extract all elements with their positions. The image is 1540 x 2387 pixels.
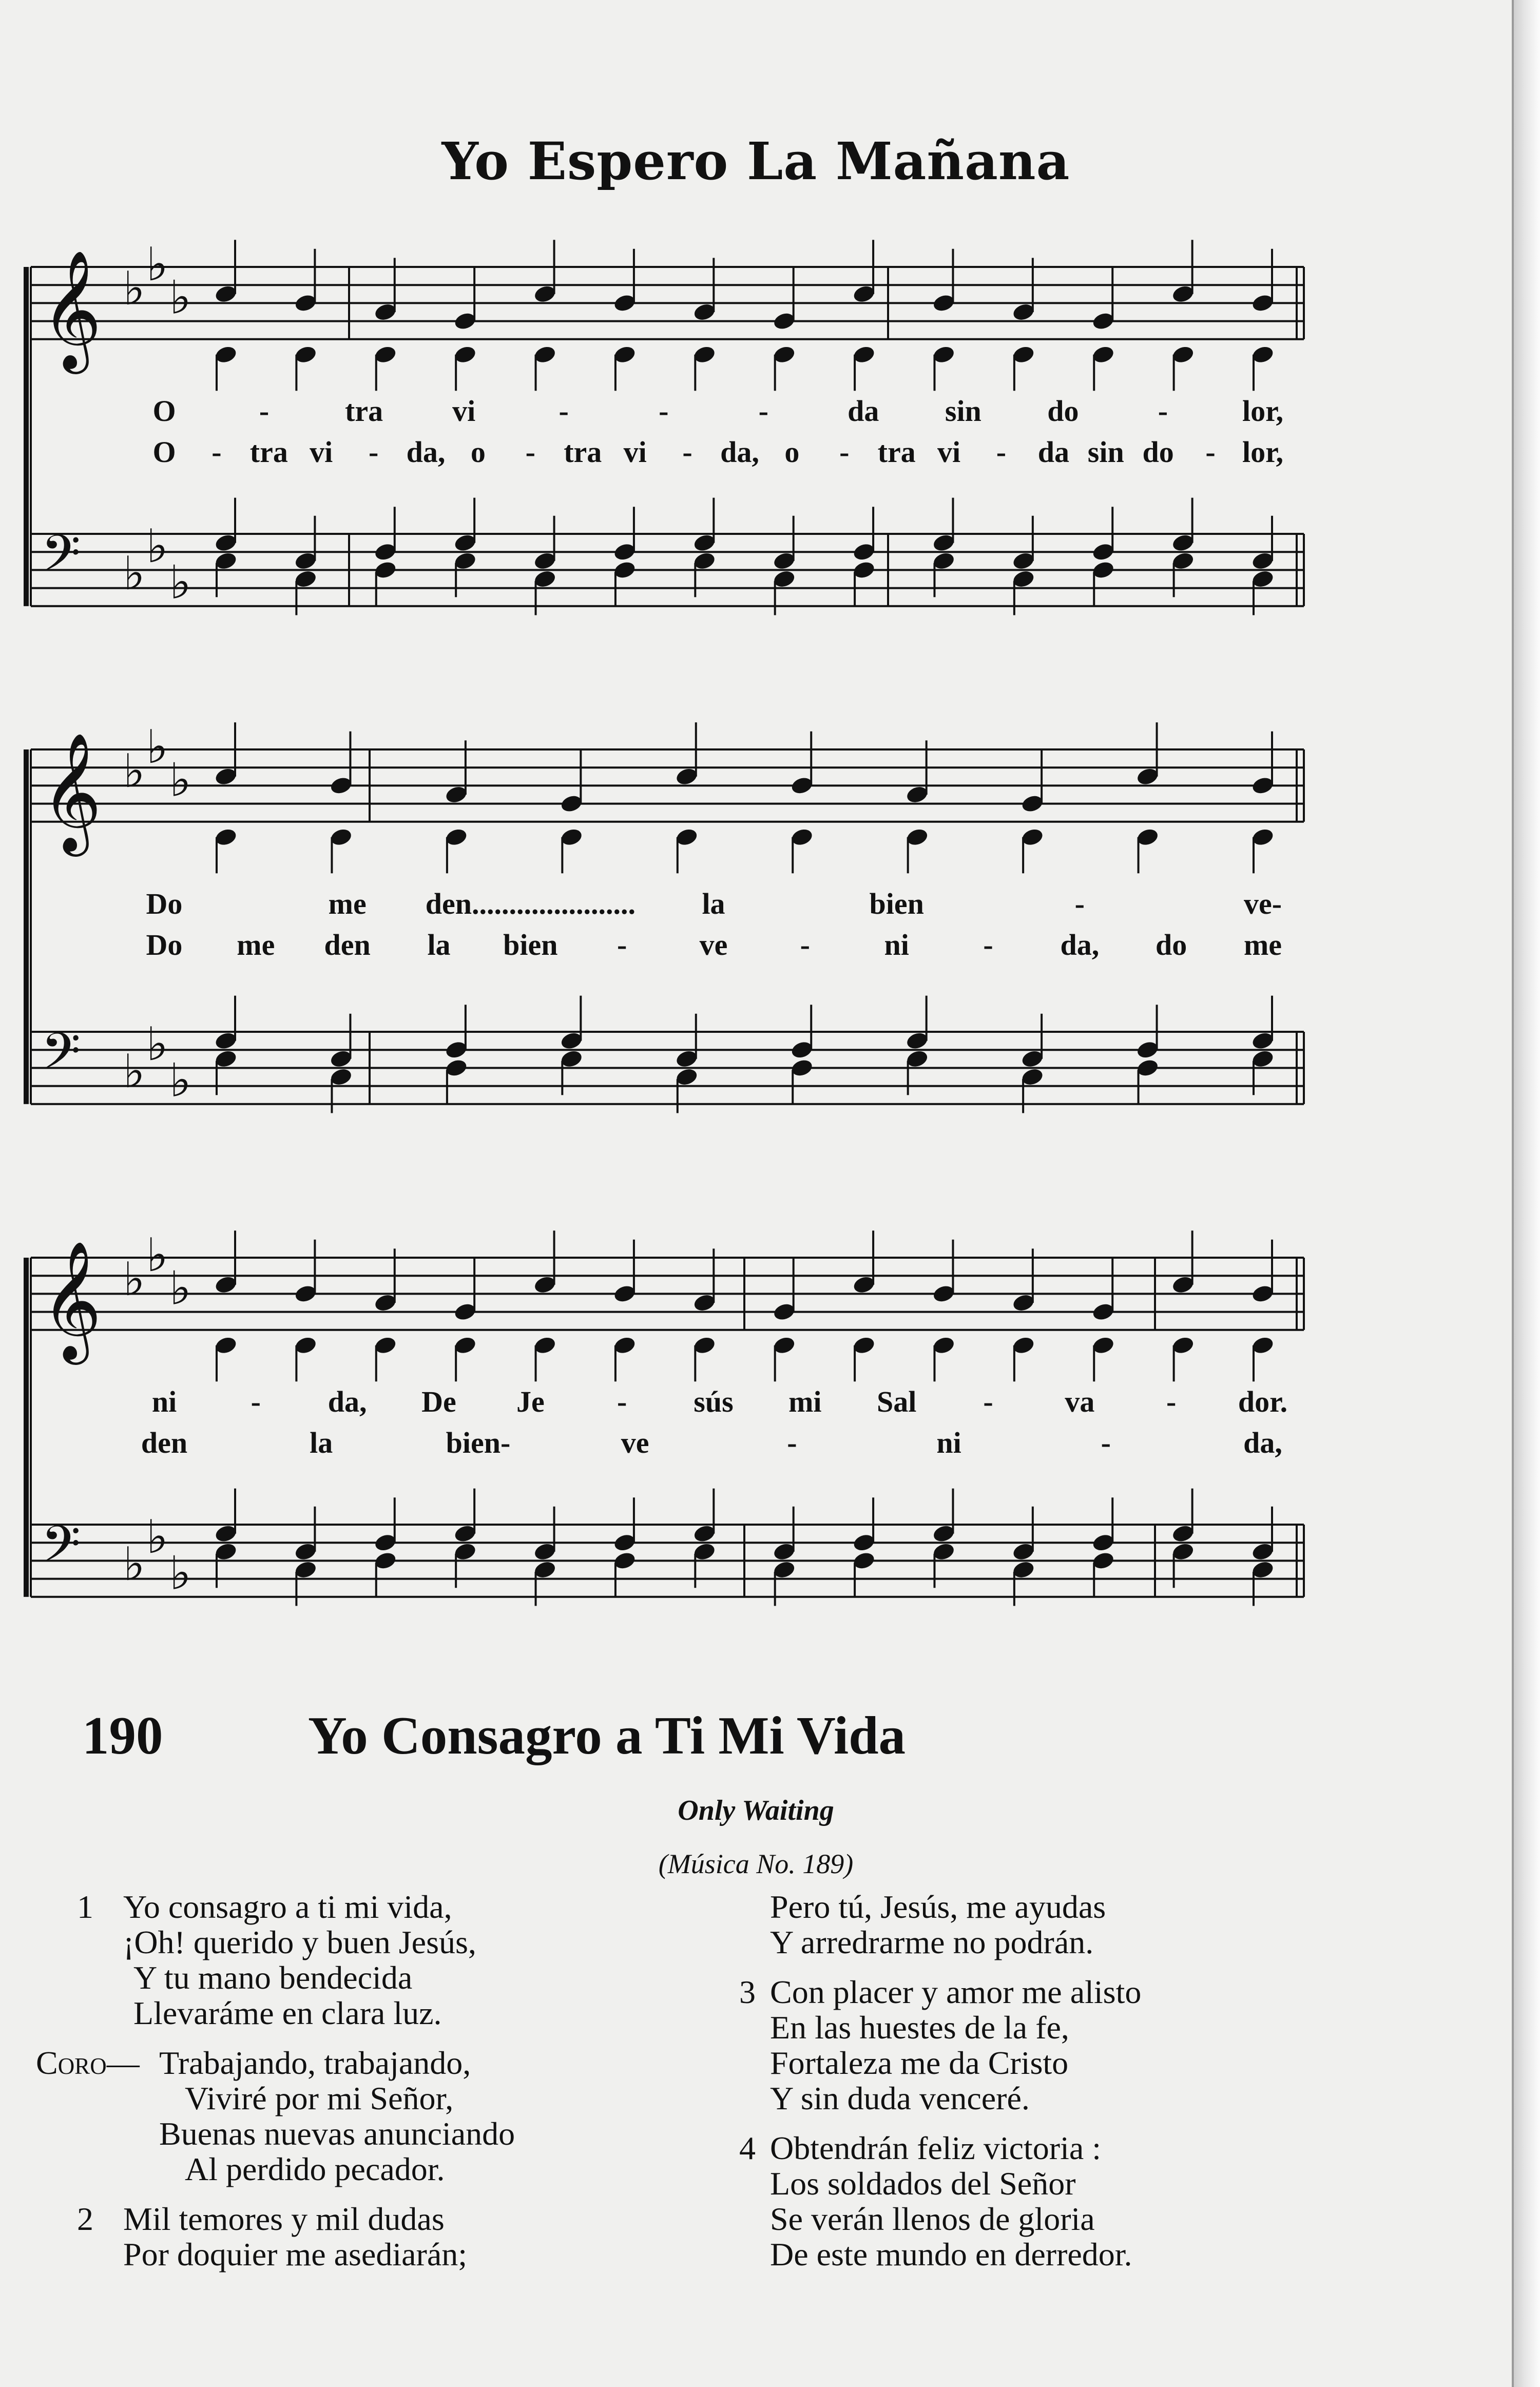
lyric-syllable: - — [983, 928, 993, 961]
flat-icon: ♭ — [169, 753, 191, 807]
flat-icon: ♭ — [169, 271, 191, 325]
bass-clef-icon: 𝄢 — [41, 1022, 81, 1094]
hymn-subtitle: Only Waiting — [678, 1795, 834, 1826]
treble-clef-icon: 𝄞 — [41, 249, 102, 369]
flat-icon: ♭ — [123, 261, 145, 316]
lyric-syllable: la — [310, 1426, 333, 1459]
lyric-syllable: da — [848, 394, 879, 428]
flat-icon: ♭ — [169, 1261, 191, 1316]
lyric-syllable: ni — [936, 1426, 961, 1459]
lyric-syllable: Sal — [876, 1385, 917, 1418]
system-bracket — [24, 749, 29, 1104]
hymn-number: 190 — [82, 1705, 163, 1765]
music-score — [21, 216, 1319, 1612]
lyric-syllable: den — [324, 928, 371, 961]
lyric-syllable: o — [470, 435, 486, 469]
flat-icon: ♭ — [146, 720, 168, 774]
lyric-syllable: - — [1101, 1426, 1111, 1459]
flat-icon: ♭ — [123, 1252, 145, 1306]
lyric-syllable: Do — [146, 928, 183, 961]
stanza-line: En las huestes de la fe, — [770, 2009, 1069, 2046]
lyric-syllable: o — [784, 435, 800, 469]
lyric-syllable: da, — [720, 435, 759, 469]
stanza-line: 4 Obtendrán feliz victoria : — [739, 2130, 1102, 2166]
lyric-syllable: sús — [694, 1385, 734, 1418]
lyric-syllable: - — [559, 394, 569, 428]
lyric-syllable: lor, — [1242, 394, 1284, 428]
stanza-number: 3 — [739, 1974, 756, 2010]
lyric-syllable: me — [237, 928, 275, 961]
lyric-syllable: tra — [877, 435, 916, 469]
lyric-syllable: tra — [249, 435, 288, 469]
lyric-syllable: do — [1156, 928, 1187, 961]
chorus-line: Buenas nuevas anunciando — [159, 2115, 515, 2152]
stanza-line: Los soldados del Señor — [770, 2165, 1076, 2202]
lyric-syllable: - — [1158, 394, 1168, 428]
lyric-syllable: - — [617, 928, 627, 961]
chorus-line: Viviré por mi Señor, — [185, 2080, 454, 2116]
flat-icon: ♭ — [169, 1053, 191, 1108]
stanza-line: Y sin duda venceré. — [770, 2080, 1030, 2116]
lyric-syllable: - — [787, 1426, 797, 1459]
lyric-syllable: O — [152, 394, 176, 428]
lyric-syllable: - — [1074, 887, 1085, 920]
lyric-syllable: O — [152, 435, 176, 469]
lyric-syllable: - — [1166, 1385, 1177, 1418]
lyric-syllable: - — [525, 435, 535, 469]
page-binding-edge — [1512, 0, 1540, 2387]
lyric-syllable: - — [758, 394, 768, 428]
treble-clef-icon: 𝄞 — [41, 1240, 102, 1360]
flat-icon: ♭ — [146, 1510, 168, 1565]
lyric-syllable: Do — [146, 887, 183, 920]
lyric-syllable: da, — [1060, 928, 1100, 961]
hymn-title-top: Yo Espero La Mañana — [441, 131, 1070, 191]
lyric-syllable: - — [996, 435, 1007, 469]
lyric-syllable: dor. — [1238, 1385, 1288, 1418]
lyric-syllable: mi — [788, 1385, 822, 1418]
chorus-line: Coro— Trabajando, trabajando, — [36, 2045, 471, 2081]
stanza-line: Se verán llenos de gloria — [770, 2201, 1095, 2237]
lyric-syllable: do — [1047, 394, 1079, 428]
flat-icon: ♭ — [123, 1045, 145, 1099]
bass-clef-icon: 𝄢 — [41, 524, 81, 596]
system-bracket — [24, 1258, 29, 1597]
lyric-syllable: De — [421, 1385, 456, 1418]
chorus-line: Al perdido pecador. — [185, 2151, 445, 2187]
lyric-syllable: vi — [937, 435, 961, 469]
lyric-syllable: da, — [328, 1385, 367, 1418]
lyric-syllable: me — [328, 887, 367, 920]
lyric-syllable: vi — [452, 394, 476, 428]
flat-icon: ♭ — [123, 547, 145, 601]
stanza-line: Y tu mano bendecida — [133, 1959, 413, 1996]
lyric-syllable: va — [1065, 1385, 1095, 1418]
lyric-syllable: vi — [623, 435, 647, 469]
lyric-syllable: ve — [621, 1426, 649, 1459]
lyric-syllable: la — [702, 887, 725, 920]
lyric-syllable: sin — [1087, 435, 1124, 469]
lyrics-column-right — [719, 1889, 1463, 2272]
lyric-syllable: lor, — [1242, 435, 1284, 469]
flat-icon: ♭ — [146, 1017, 168, 1072]
lyric-syllable: da — [1037, 435, 1070, 469]
lyric-syllable: - — [839, 435, 850, 469]
lyric-syllable: - — [211, 435, 222, 469]
lyric-syllable: - — [682, 435, 692, 469]
system-bracket — [24, 267, 29, 606]
stanza-line: 1 Yo consagro a ti mi vida, — [77, 1889, 452, 1925]
stanza-number: 4 — [739, 2130, 756, 2166]
lyric-syllable: vi — [310, 435, 333, 469]
flat-icon: ♭ — [123, 1537, 145, 1591]
stanza-number: 2 — [77, 2201, 93, 2237]
flat-icon: ♭ — [169, 555, 191, 610]
flat-icon: ♭ — [146, 519, 168, 574]
lyric-syllable: den...................... — [425, 887, 636, 920]
stanza-line: Pero tú, Jesús, me ayudas — [770, 1889, 1106, 1925]
stanza-line: 3 Con placer y amor me alisto — [739, 1974, 1142, 2010]
stanza-line: Por doquier me asediarán; — [123, 2236, 467, 2273]
lyric-syllable: la — [427, 928, 451, 961]
stanza-number: 1 — [77, 1889, 93, 1925]
hymn-title: Yo Consagro a Ti Mi Vida — [308, 1705, 906, 1765]
lyric-syllable: bien- — [446, 1426, 511, 1459]
lyric-syllable: do — [1142, 435, 1174, 469]
lyric-syllable: - — [983, 1385, 993, 1418]
lyric-syllable: tra — [345, 394, 383, 428]
lyric-syllable: den — [141, 1426, 188, 1459]
lyric-syllable: bien — [869, 887, 924, 920]
flat-icon: ♭ — [169, 1546, 191, 1601]
lyric-syllable: ni — [151, 1385, 177, 1418]
bass-clef-icon: 𝄢 — [41, 1515, 81, 1587]
chorus-label: Coro— — [36, 2045, 140, 2081]
lyric-syllable: - — [617, 1385, 627, 1418]
lyric-syllable: - — [259, 394, 270, 428]
lyric-syllable: ni — [884, 928, 909, 961]
lyric-syllable: da, — [1243, 1426, 1282, 1459]
lyrics-column-left — [36, 1889, 744, 2273]
lyric-syllable: - — [800, 928, 810, 961]
lyric-syllable: me — [1243, 928, 1282, 961]
treble-clef-icon: 𝄞 — [41, 732, 102, 852]
lyric-syllable: - — [251, 1385, 261, 1418]
lyric-syllable: ve — [699, 928, 728, 961]
stanza-line: 2 Mil temores y mil dudas — [77, 2201, 445, 2237]
lyric-syllable: sin — [945, 394, 981, 428]
lyric-syllable: tra — [564, 435, 602, 469]
lyric-syllable: Je — [516, 1385, 545, 1418]
stanza-line: De este mundo en derredor. — [770, 2236, 1132, 2273]
flat-icon: ♭ — [146, 1228, 168, 1282]
flat-icon: ♭ — [123, 744, 145, 798]
stanza-line: Y arredrarme no podrán. — [770, 1924, 1094, 1960]
stanza-line: ¡Oh! querido y buen Jesús, — [123, 1924, 476, 1960]
music-reference: (Música No. 189) — [658, 1849, 854, 1879]
lyric-syllable: bien — [503, 928, 558, 961]
lyric-syllable: da, — [406, 435, 446, 469]
lyric-syllable: ve- — [1243, 887, 1282, 920]
stanza-line: Llevaráme en clara luz. — [133, 1995, 442, 2031]
lyric-syllable: - — [1205, 435, 1216, 469]
flat-icon: ♭ — [146, 238, 168, 292]
lyric-syllable: - — [368, 435, 379, 469]
lyric-syllable: - — [659, 394, 669, 428]
stanza-line: Fortaleza me da Cristo — [770, 2045, 1069, 2081]
